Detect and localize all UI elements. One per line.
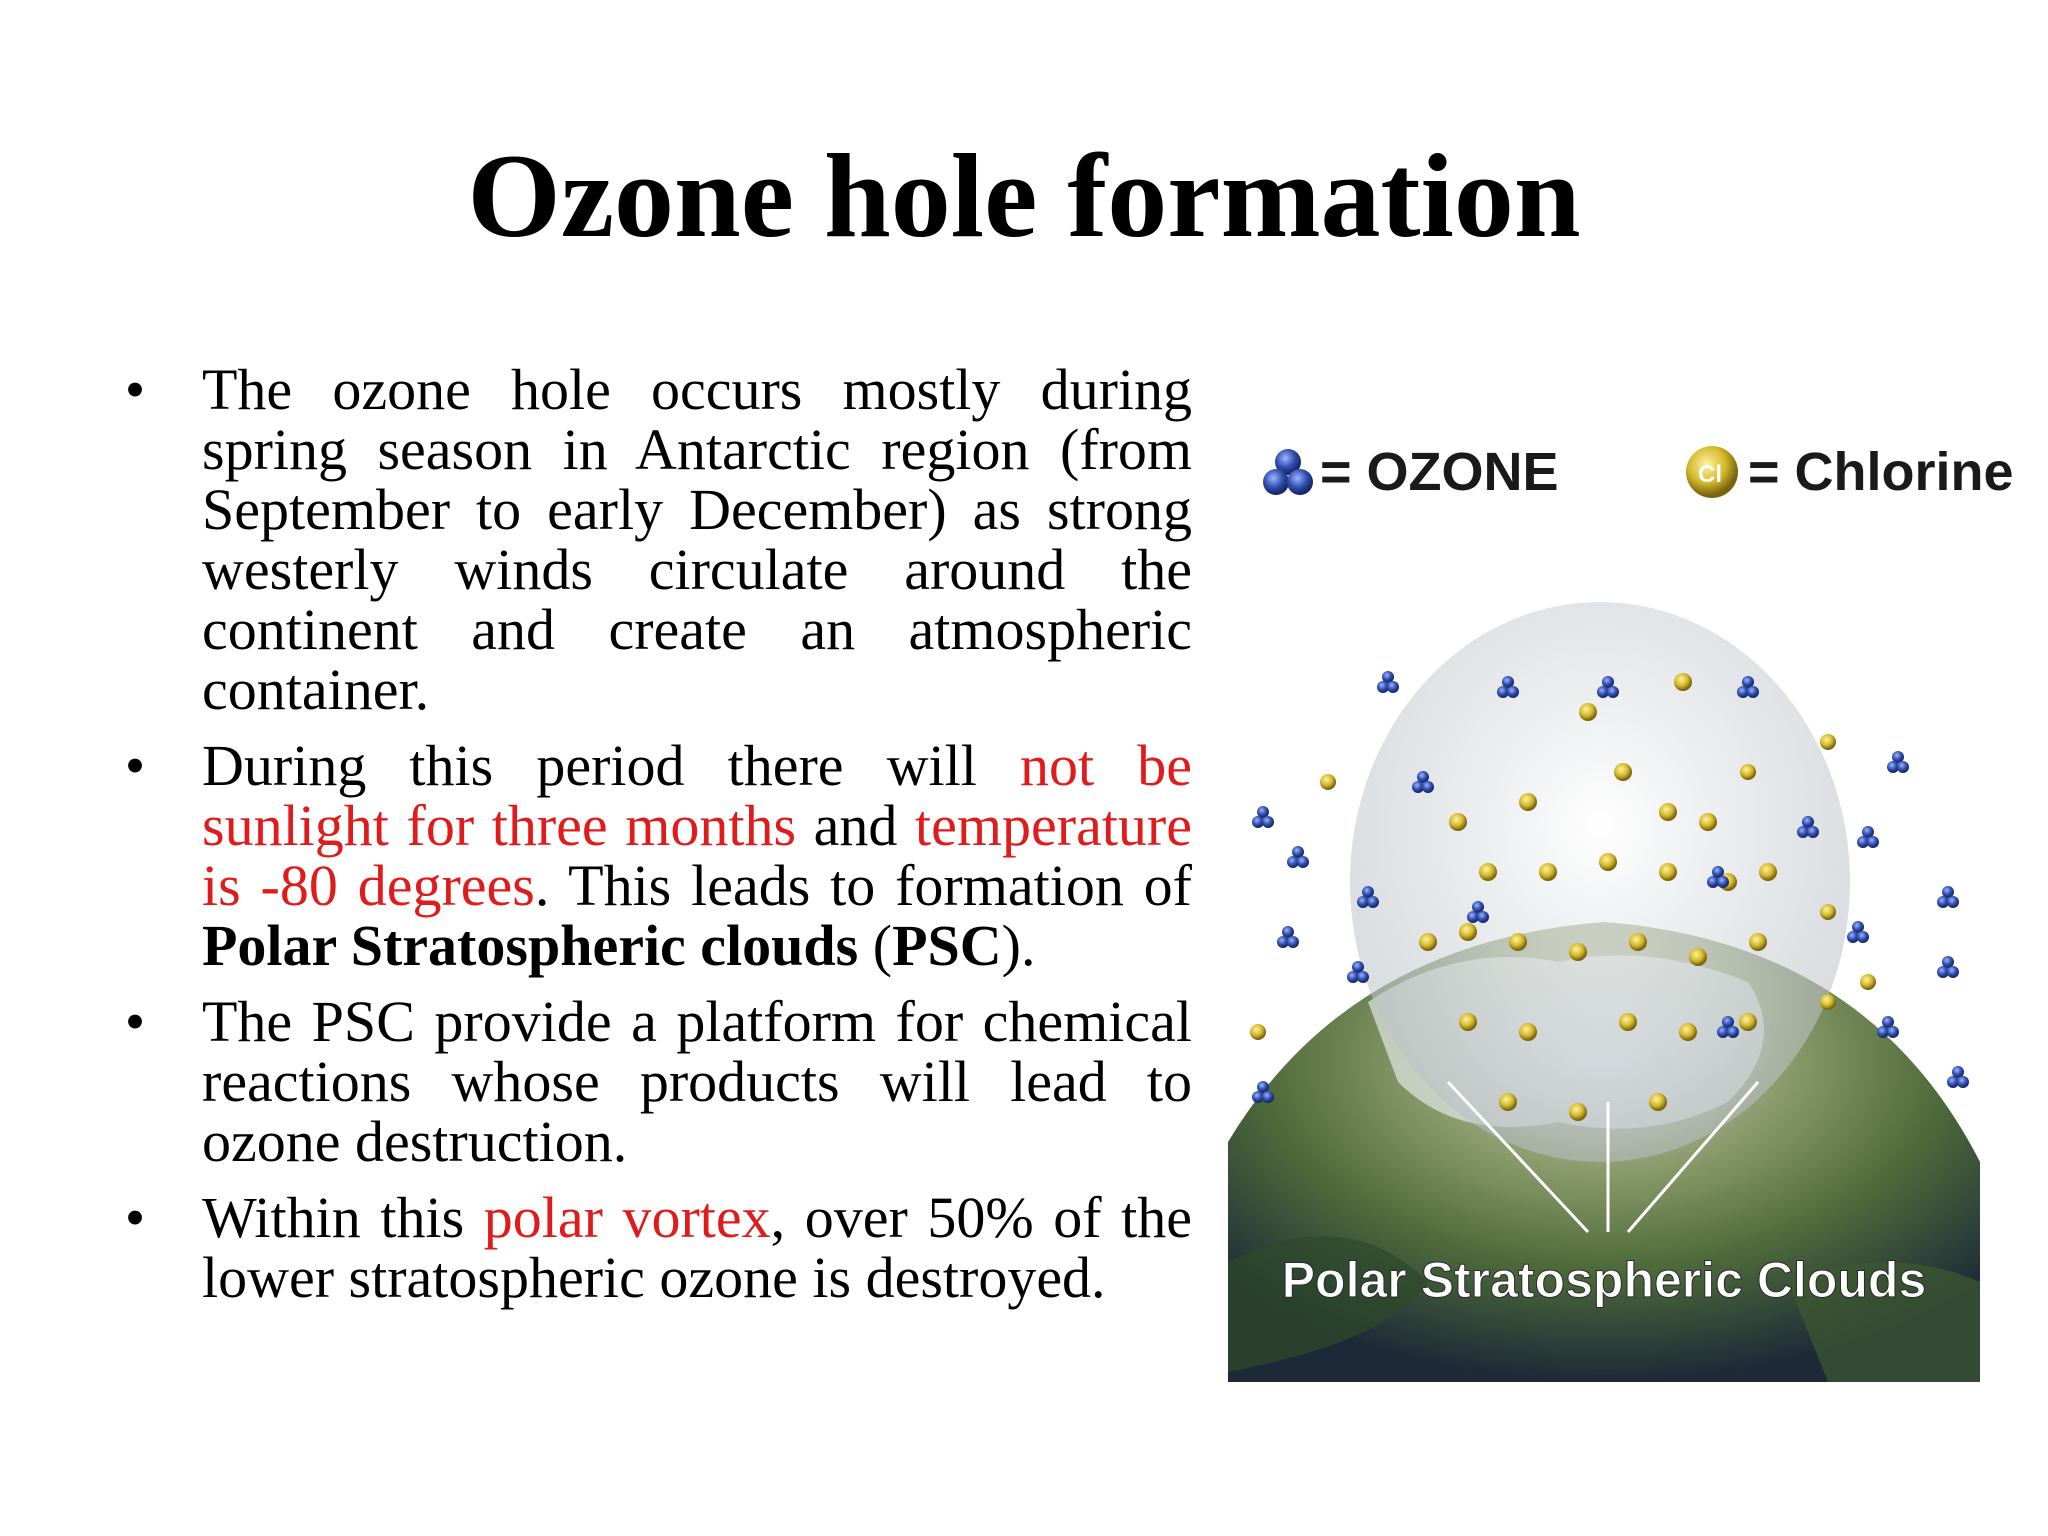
legend-ozone (1263, 442, 1559, 502)
bullet-text: The ozone hole occurs mostly during spring season in Antarctic region (from September to early December) as strong westerly winds circulate around the continent and create an atmospheric container. (202, 357, 1192, 722)
figure-caption: Polar Stratospheric Clouds (1281, 1252, 1927, 1308)
bullet-list (120, 357, 1192, 1324)
psc-illustration-svg (1228, 382, 2014, 1382)
slide-title: Ozone hole formation (467, 129, 1581, 262)
bullet-text: ). (1001, 913, 1036, 978)
psc-cloud-dome (1350, 602, 1850, 1162)
bullet-item (120, 357, 1192, 722)
legend-chlorine (1686, 442, 2014, 502)
highlight-text: temperature is -80 degrees (202, 793, 1192, 918)
psc-illustration (1228, 382, 2014, 1382)
bullet-text: Within this (202, 1185, 484, 1250)
highlight-text: not be sunlight for three months (202, 733, 1192, 858)
bullet-item (120, 989, 1192, 1174)
ozone-molecule-icon (1263, 449, 1313, 495)
bullet-text: and (796, 793, 916, 858)
bullet-item (120, 1185, 1192, 1310)
bold-text: Polar Stratospheric clouds (202, 913, 859, 978)
bullet-item (120, 733, 1192, 978)
bold-text: PSC (892, 913, 1002, 978)
bullet-text: During this period there will (202, 733, 1021, 798)
bullet-mark: • (124, 733, 146, 798)
bullet-mark: • (124, 1185, 146, 1250)
bullet-mark: • (124, 989, 146, 1054)
highlight-text: polar vortex (483, 1185, 771, 1250)
legend-chlorine-label: = Chlorine (1748, 442, 2014, 502)
bullet-text: ( (858, 913, 893, 978)
chlorine-symbol: Cl (1698, 461, 1722, 488)
legend-ozone-label: = OZONE (1320, 442, 1559, 502)
bullet-text: . This leads to formation of (534, 853, 1192, 918)
bullet-text: , over 50% of the lower stratospheric ozone is destroyed. (202, 1185, 1192, 1310)
bullet-text: The PSC provide a platform for chemical reactions whose products will lead to ozone destruction. (202, 989, 1192, 1174)
bullet-mark: • (124, 357, 146, 422)
